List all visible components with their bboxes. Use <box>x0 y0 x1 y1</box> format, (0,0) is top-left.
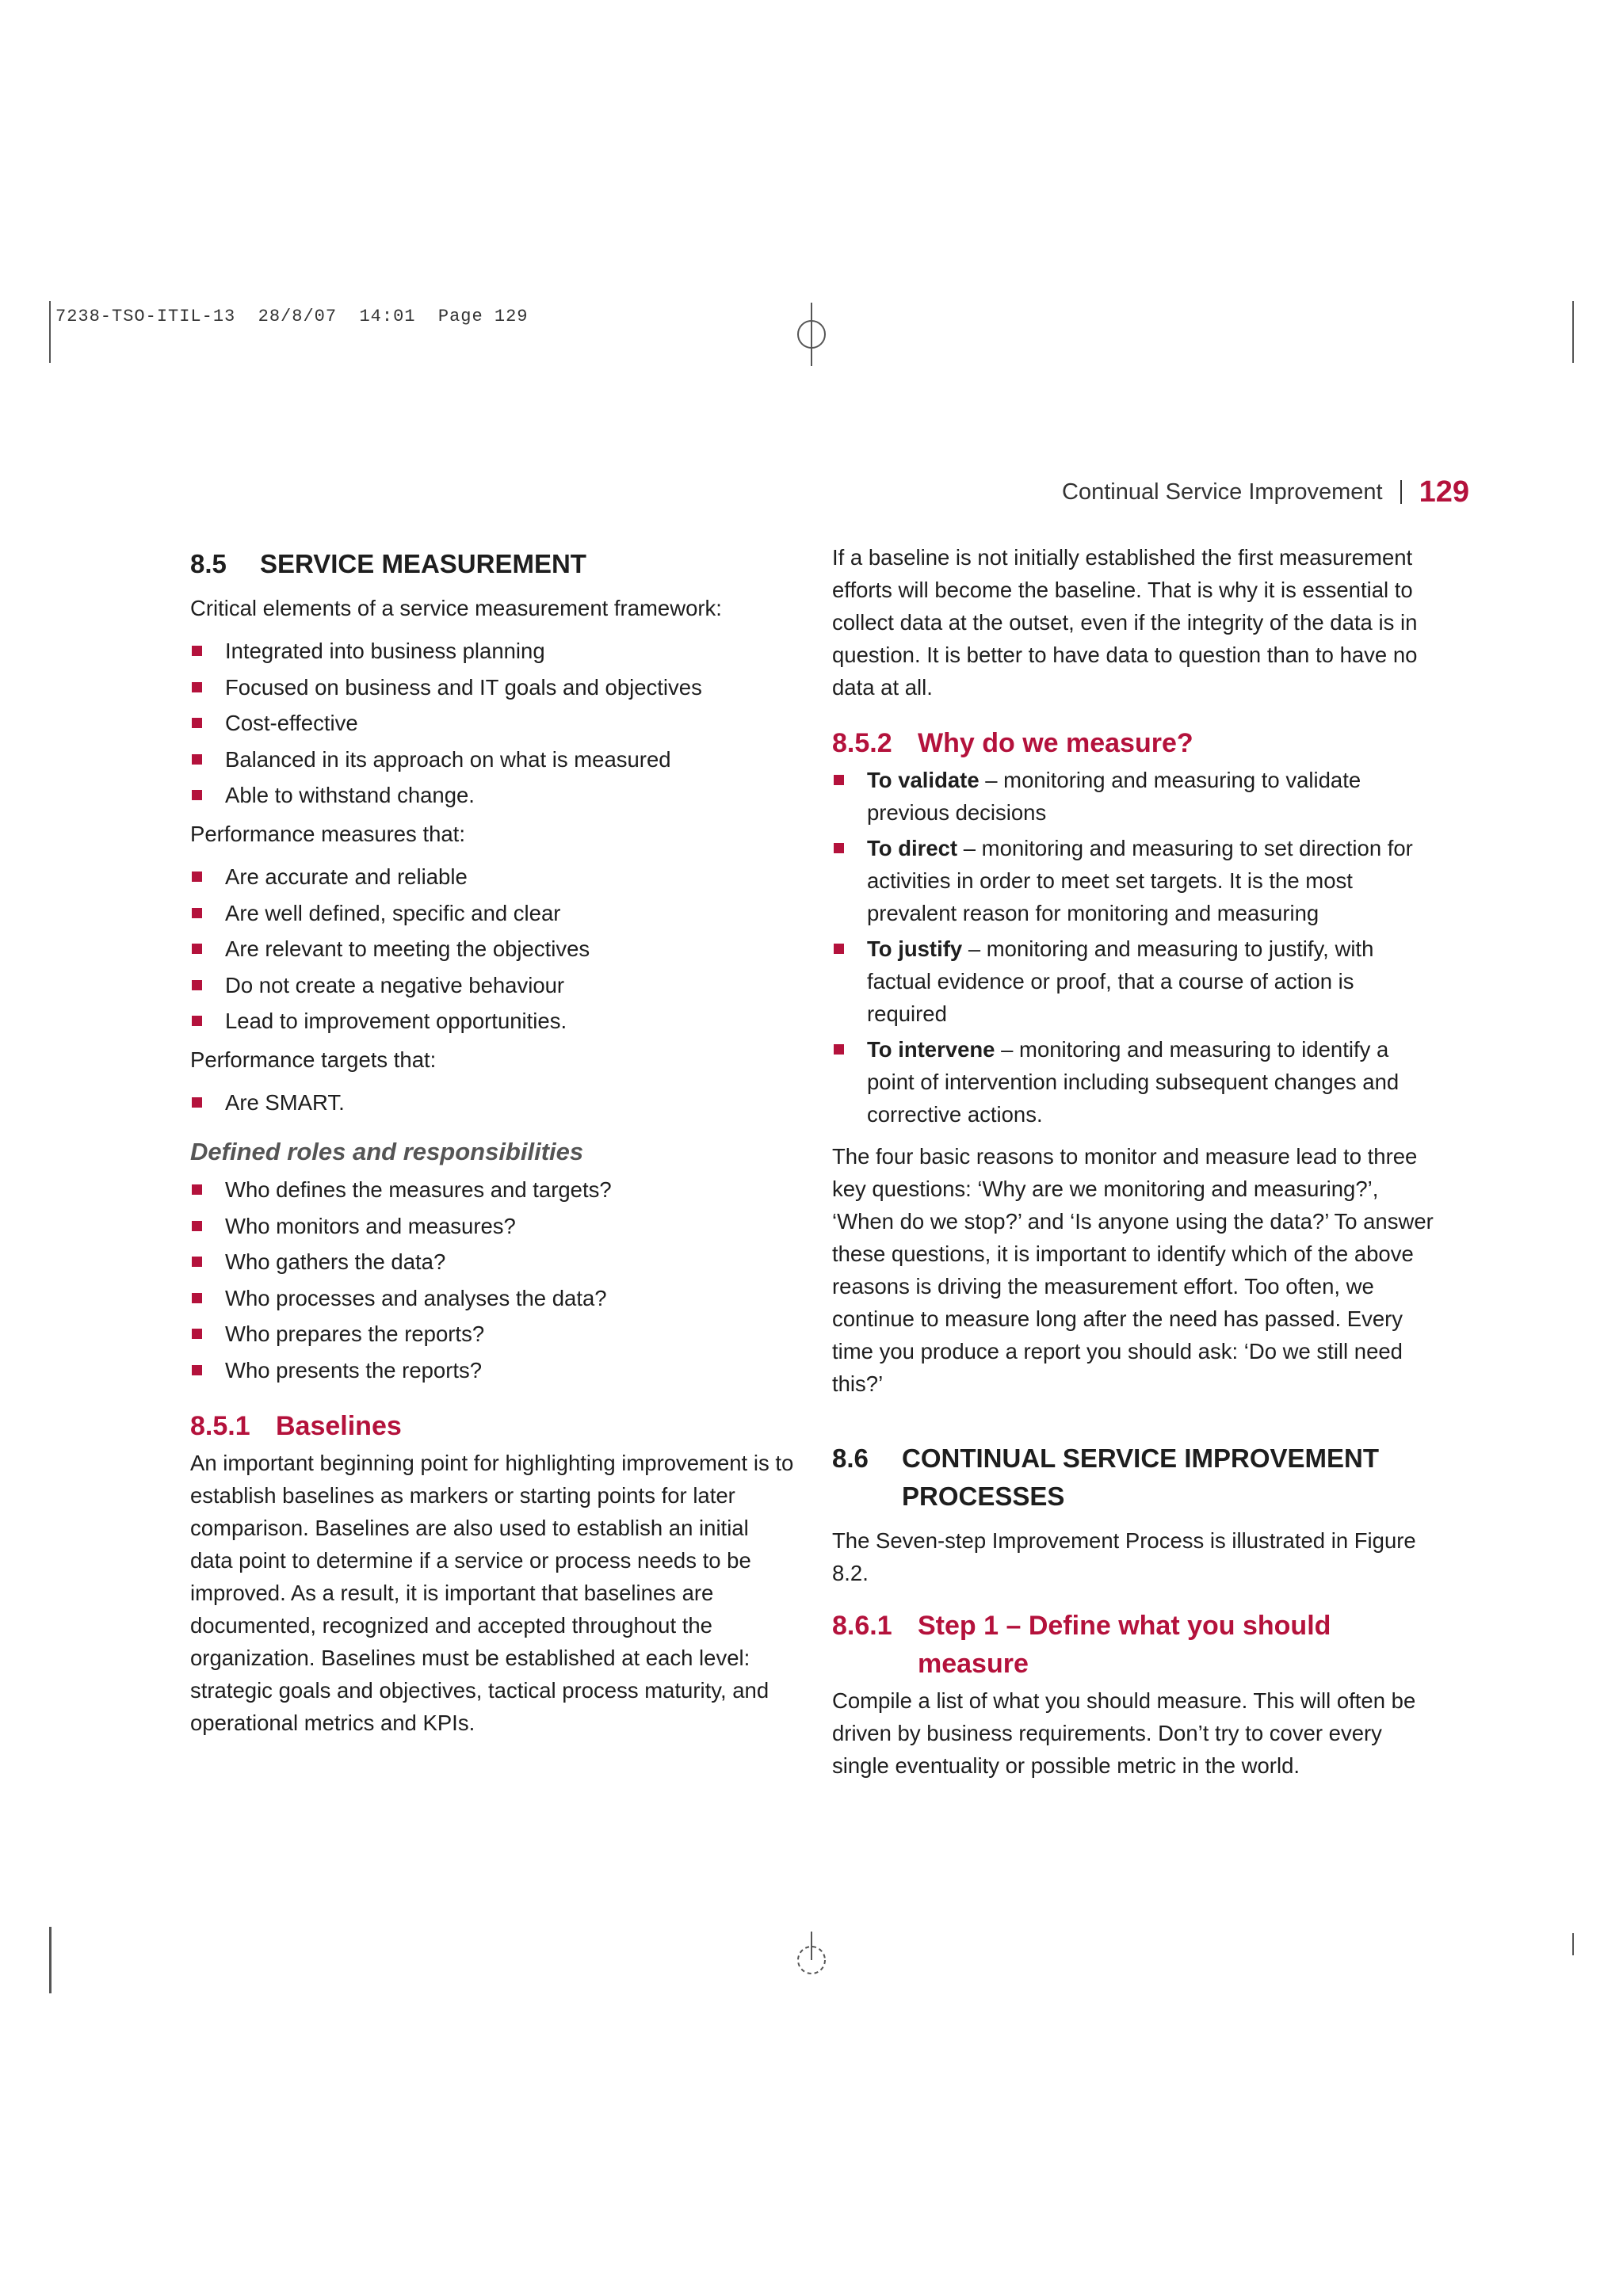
bullet-icon <box>834 1044 844 1055</box>
bullet-icon <box>192 718 202 728</box>
list-item: To justify – monitoring and measuring to justify, with factual evidence or proof, that a course of action is required <box>832 933 1434 1030</box>
crop-mark-bottom-left <box>49 1927 52 1993</box>
bullet-icon <box>192 871 202 882</box>
bullet-icon <box>192 1257 202 1267</box>
reasons-list <box>832 764 1434 1131</box>
list-item: Are accurate and reliable <box>190 860 796 893</box>
list-item: To intervene – monitoring and measuring to identify a point of intervention including subsequent changes and corrective actions. <box>832 1033 1434 1131</box>
list-item: Do not create a negative behaviour <box>190 969 796 1001</box>
page-number: 129 <box>1419 475 1469 509</box>
list-item: Focused on business and IT goals and objectives <box>190 671 796 704</box>
roles-heading: Defined roles and responsibilities <box>190 1138 584 1165</box>
list-item: Who presents the reports? <box>190 1354 796 1386</box>
baseline-continuation-paragraph: If a baseline is not initially established the first measurement efforts will become the baseline. That is why it is essential to collect data at the outset, even if the integrity of the data is in question. It is better to have data to question than to have no data at all. <box>832 545 1418 700</box>
bullet-icon <box>192 944 202 954</box>
section-title: Why do we measure? <box>918 728 1193 758</box>
running-head <box>1062 472 1469 512</box>
list-item: Who prepares the reports? <box>190 1318 796 1350</box>
section-number: 8.6.1 <box>832 1611 892 1641</box>
list-item: Are relevant to meeting the objectives <box>190 933 796 965</box>
list-item: To validate – monitoring and measuring to validate previous decisions <box>832 764 1434 829</box>
four-reasons-paragraph: The four basic reasons to monitor and measure lead to three key questions: ‘Why are we monitoring and measuring?’, ‘When do we stop?’ and ‘Is anyone using the data?’ To answer these questions, it is important to identify which of the above reasons is driving the measurement effort. Too often, we continue to measure long after the need has passed. Every time you produce a report you should ask: ‘Do we still need this?’ <box>832 1144 1434 1396</box>
bullet-icon <box>192 682 202 692</box>
list-item: Cost-effective <box>190 707 796 739</box>
bullet-icon <box>192 1293 202 1303</box>
section-8-5-heading <box>190 545 796 583</box>
performance-measures-list <box>190 860 796 1037</box>
running-head-title: Continual Service Improvement <box>1062 479 1383 505</box>
print-slug: 7238-TSO-ITIL-13 28/8/07 14:01 Page 129 <box>55 307 529 326</box>
bullet-icon <box>834 775 844 785</box>
section-number: 8.5.1 <box>190 1410 250 1441</box>
section-title: Step 1 – Define what you should measure <box>918 1611 1331 1679</box>
section-8-6-1-paragraph: Compile a list of what you should measure. This will often be driven by business requirements. Don’t try to cover every single eventuality or possible metric in the world. <box>832 1688 1416 1778</box>
bullet-icon <box>192 1016 202 1026</box>
bullet-icon <box>192 980 202 990</box>
bullet-icon <box>192 646 202 656</box>
framework-list <box>190 635 796 811</box>
bullet-icon <box>192 908 202 918</box>
performance-measures-label: Performance measures that: <box>190 822 465 846</box>
bullet-icon <box>834 843 844 853</box>
bullet-icon <box>192 754 202 765</box>
section-8-6-paragraph: The Seven-step Improvement Process is illustrated in Figure 8.2. <box>832 1528 1416 1585</box>
bullet-icon <box>192 1365 202 1375</box>
bullet-icon <box>192 790 202 800</box>
section-8-6-1-heading <box>832 1607 1434 1683</box>
list-item: Are SMART. <box>190 1086 796 1119</box>
framework-intro: Critical elements of a service measurement framework: <box>190 596 722 620</box>
crop-mark-bottom-right <box>1572 1933 1574 1955</box>
section-title: SERVICE MEASUREMENT <box>260 549 586 578</box>
list-item: Who processes and analyses the data? <box>190 1282 796 1314</box>
list-item: Able to withstand change. <box>190 779 796 811</box>
performance-targets-label: Performance targets that: <box>190 1047 437 1072</box>
bullet-icon <box>192 1221 202 1231</box>
bullet-icon <box>834 944 844 954</box>
section-title: CONTINUAL SERVICE IMPROVEMENT PROCESSES <box>902 1444 1380 1511</box>
registration-mark-top <box>795 303 828 366</box>
registration-mark-bottom <box>795 1932 828 1979</box>
bullet-icon <box>192 1097 202 1108</box>
section-8-5-1-heading <box>190 1407 796 1445</box>
baselines-paragraph: An important beginning point for highlighting improvement is to establish baselines as markers or starting points for later comparison. Baselines are also used to establish an initial data point to determine if a service or process needs to be improved. As a result, it is important that baselines are documented, recognized and accepted throughout the organization. Baselines must be established at each level: strategic goals and objectives, tactical process maturity, and operational metrics and KPIs. <box>190 1450 794 1735</box>
bullet-icon <box>192 1329 202 1339</box>
roles-list <box>190 1173 796 1386</box>
list-item: Are well defined, specific and clear <box>190 897 796 929</box>
section-number: 8.5.2 <box>832 728 892 758</box>
list-item: Lead to improvement opportunities. <box>190 1005 796 1037</box>
list-item: To direct – monitoring and measuring to set direction for activities in order to meet set targets. It is the most prevalent reason for monitoring and measuring <box>832 832 1434 929</box>
section-8-5-2-heading <box>832 724 1434 762</box>
list-item: Who defines the measures and targets? <box>190 1173 796 1206</box>
list-item: Who gathers the data? <box>190 1245 796 1278</box>
performance-targets-list <box>190 1086 796 1119</box>
section-number: 8.5 <box>190 549 227 578</box>
list-item: Integrated into business planning <box>190 635 796 667</box>
right-column <box>832 545 1434 1782</box>
running-head-separator <box>1400 480 1402 504</box>
section-title: Baselines <box>276 1410 402 1441</box>
section-number: 8.6 <box>832 1444 869 1473</box>
list-item: Balanced in its approach on what is measured <box>190 743 796 776</box>
bullet-icon <box>192 1184 202 1195</box>
crop-mark-top-right <box>1572 301 1574 363</box>
crop-mark-top-left <box>49 301 51 363</box>
section-8-6-heading <box>832 1440 1434 1516</box>
left-column <box>190 545 796 1739</box>
list-item: Who monitors and measures? <box>190 1210 796 1242</box>
